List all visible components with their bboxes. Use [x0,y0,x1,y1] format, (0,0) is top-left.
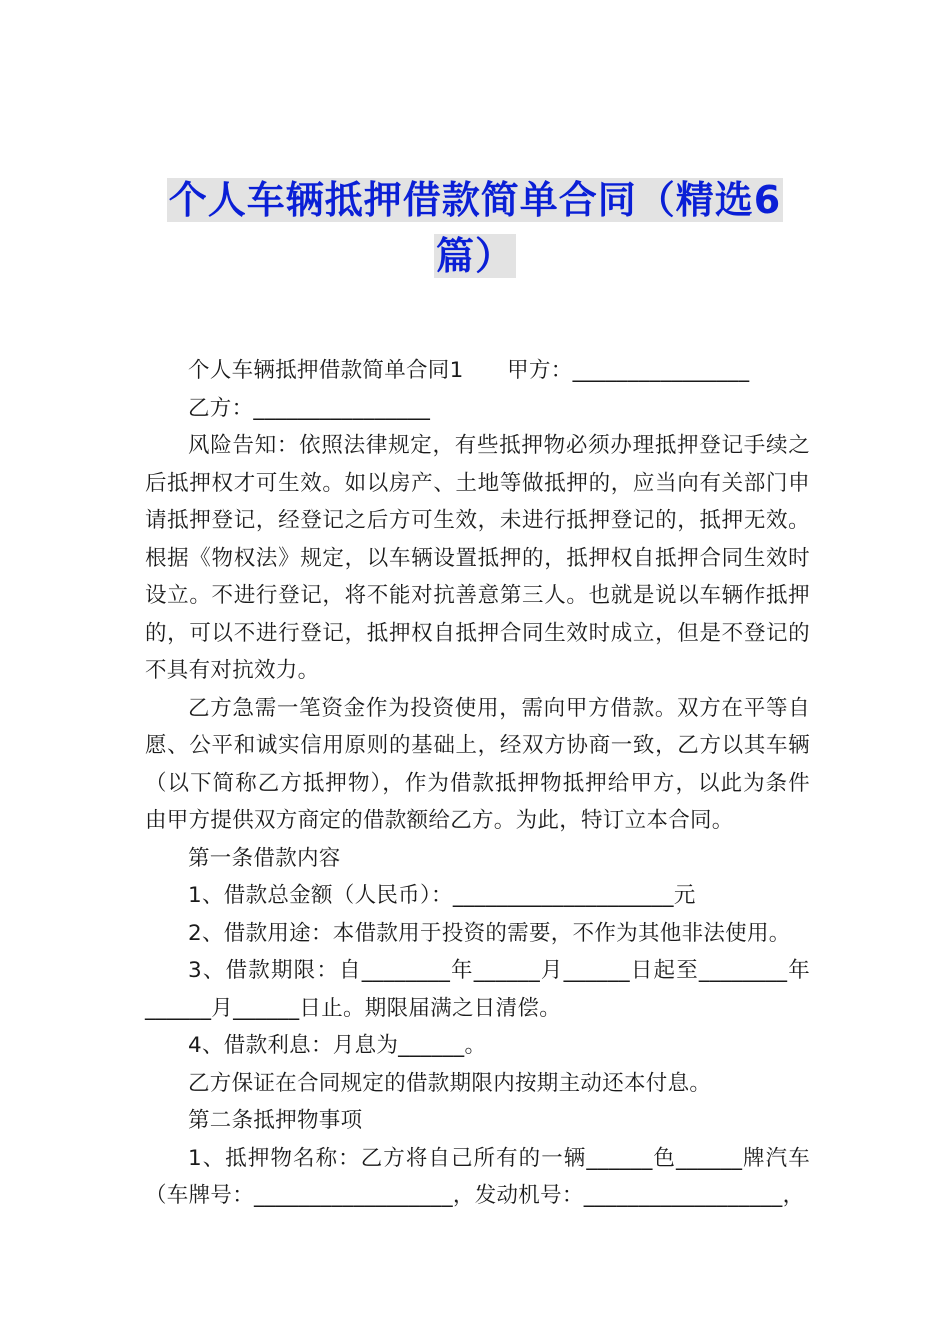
paragraph-party-a: 个人车辆抵押借款简单合同1 甲方：________________ [188,358,750,383]
document-body [145,352,810,1215]
paragraph-purpose: 乙方急需一笔资金作为投资使用，需向甲方借款。双方在平等自愿、公平和诚实信用原则的基础上，经双方协商一致，乙方以其车辆（以下简称乙方抵押物），作为借款抵押物抵押给甲方，以此为条件由甲方提供双方商定的借款额给乙方。为此，特订立本合同。 [145,695,810,833]
clause-loan-use: 2、借款用途：本借款用于投资的需要，不作为其他非法使用。 [188,920,791,946]
section-heading-1: 第一条借款内容 [188,845,341,871]
paragraph-party-b: 乙方：________________ [188,395,431,421]
title-line-1: 个人车辆抵押借款简单合同（精选6 [168,178,782,222]
paragraph-repayment: 乙方保证在合同规定的借款期限内按期主动还本付息。 [188,1070,712,1096]
clause-collateral-name: 1、抵押物名称：乙方将自己所有的一辆______色______牌汽车（车牌号：__________________，发动机号：__________________， [145,1145,810,1208]
title-line-2: 篇） [435,234,514,278]
document-title [120,172,830,284]
clause-loan-term: 3、借款期限：自________年______月______日起至________年______月______日止。期限届满之日清偿。 [145,958,810,1021]
section-heading-2: 第二条抵押物事项 [188,1108,363,1133]
clause-loan-amount: 1、借款总金额（人民币）：____________________元 [188,883,696,908]
clause-loan-interest: 4、借款利息：月息为______。 [188,1033,487,1058]
paragraph-risk-notice: 风险告知：依照法律规定，有些抵押物必须办理抵押登记手续之后抵押权才可生效。如以房产、土地等做抵押的，应当向有关部门申请抵押登记，经登记之后方可生效，未进行抵押登记的，抵押无效。根据《物权法》规定，以车辆设置抵押的，抵押权自抵押合同生效时设立。不进行登记，将不能对抗善意第三人。也就是说以车辆作抵押的，可以不进行登记，抵押权自抵押合同生效时成立，但是不登记的不具有对抗效力。 [145,433,810,683]
